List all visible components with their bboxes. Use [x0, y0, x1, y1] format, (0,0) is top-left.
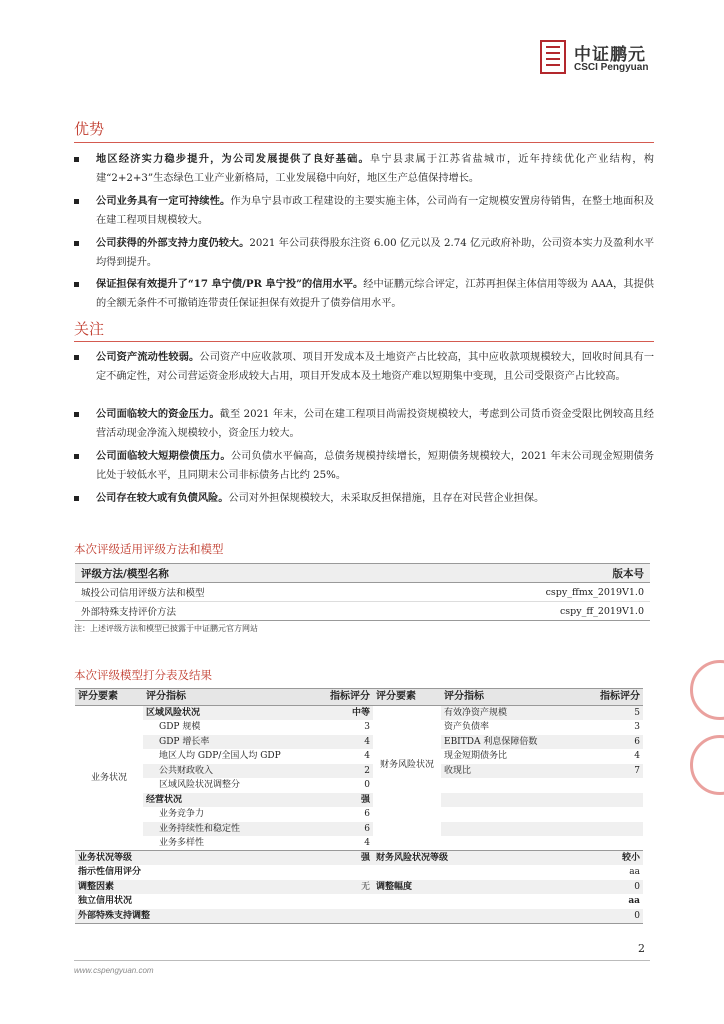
strengths-title: 优势 [74, 120, 105, 138]
summary-label: 独立信用状况 [78, 896, 133, 907]
indicator-label: 收现比 [441, 764, 571, 779]
strengths-rule [74, 142, 654, 143]
indicator-score: 7 [571, 764, 643, 779]
summary-label [373, 909, 571, 924]
table-row [75, 583, 650, 602]
indicator-score: 强 [303, 793, 373, 808]
indicator-label: 区域风险状况 [143, 706, 303, 721]
concern-item [74, 489, 654, 508]
summary-value: 0 [634, 881, 640, 892]
strength-item-text: 阜宁县隶属于江苏省盐城市，近年持续优化产业结构，构建“2+2+3”生态绿色工业产业新格局，工业发展稳中向好，地区生产总值保持增长。 [96, 154, 654, 184]
page-number: 2 [638, 942, 645, 955]
bullet-icon [74, 412, 79, 417]
concern-item-lead: 公司资产流动性较弱。 [96, 351, 200, 363]
method-name: 城投公司信用评级方法和模型 [81, 588, 205, 599]
table-row [75, 764, 643, 779]
indicator-label: 业务多样性 [159, 838, 205, 848]
header-cell: 指标评分 [571, 689, 643, 706]
summary-row [75, 865, 643, 880]
indicator-label: 现金短期债务比 [444, 751, 508, 762]
bullet-icon [74, 282, 79, 287]
indicator-score: 6 [364, 809, 370, 820]
bullet-icon [74, 355, 79, 360]
table-row [75, 778, 643, 793]
concern-item [74, 348, 654, 386]
indicator-label: 业务持续性和稳定性 [143, 822, 303, 837]
strength-item [74, 234, 654, 272]
header-cell: 评分要素 [373, 689, 441, 706]
scores-table [75, 688, 643, 924]
summary-value: 较小 [621, 853, 640, 863]
concerns-rule [74, 341, 654, 342]
concern-item-lead: 公司面临较大的资金压力。 [96, 408, 220, 420]
methods-col-name: 评级方法/模型名称 [81, 567, 169, 580]
indicator-label: 业务竞争力 [159, 809, 205, 820]
summary-label: 指示性信用评分 [78, 867, 142, 878]
strength-item-lead: 地区经济实力稳步提升，为公司发展提供了良好基础。 [96, 153, 370, 165]
concerns-title: 关注 [74, 320, 105, 338]
indicator-score: 4 [364, 751, 370, 762]
strength-item [74, 150, 654, 188]
header-cell: 评分指标 [143, 689, 303, 706]
footer-rule [74, 960, 650, 961]
indicator-score: 3 [364, 722, 370, 733]
summary-value [303, 894, 373, 909]
bullet-icon [74, 157, 79, 162]
summary-label: 调整因素 [78, 881, 115, 892]
summary-value: aa [629, 867, 640, 878]
concern-item-text: 公司对外担保规模较大，未采取反担保措施，且存在对民营企业担保。 [228, 493, 545, 504]
seal-stamp-icon [690, 660, 724, 720]
right-group-label: 财务风险状况 [379, 760, 434, 770]
strength-item-lead: 公司获得的外部支持力度仍较大。 [96, 237, 250, 249]
concern-item [74, 447, 654, 485]
indicator-label: 资产负债率 [444, 722, 490, 733]
table-row [75, 749, 643, 764]
indicator-label: GDP 规模 [159, 722, 201, 733]
table-row [75, 735, 643, 750]
footer-url: www.cspengyuan.com [74, 966, 154, 975]
bullet-icon [74, 241, 79, 246]
methods-note: 注：上述评级方法和模型已披露于中证鹏元官方网站 [74, 624, 258, 633]
indicator-label: 区域风险状况调整分 [159, 780, 241, 791]
concern-item-text: 截至 2021 年末，公司在建工程项目尚需投资规模较大，考虑到公司货币资金受限比例较高且经营活动现金净流入规模较小，资金压力较大。 [96, 409, 654, 439]
logo-english-name: CSCI Pengyuan [574, 62, 649, 73]
summary-label [373, 865, 571, 880]
strength-item-text: 经中证鹏元综合评定，江苏再担保主体信用等级为 AAA，其提供的全额无条件不可撤销连带责任保证担保有效提升了债券信用水平。 [96, 279, 654, 309]
logo-mark-icon [540, 40, 566, 74]
strength-item [74, 192, 654, 230]
strength-item-lead: 保证担保有效提升了“17 阜宁债/PR 阜宁投”的信用水平。 [96, 278, 364, 290]
indicator-score: 3 [634, 722, 640, 733]
summary-label: 财务风险状况等级 [376, 853, 449, 863]
indicator-score: 2 [303, 764, 373, 779]
summary-row [75, 894, 643, 909]
summary-value [303, 909, 373, 924]
header-cell: 评分指标 [441, 689, 571, 706]
seal-stamp-icon [690, 735, 724, 795]
strength-item [74, 275, 654, 313]
indicator-score: 5 [571, 706, 643, 721]
indicator-score: 6 [571, 735, 643, 750]
table-row [75, 793, 643, 808]
summary-value: 强 [360, 853, 370, 863]
indicator-score: 4 [634, 751, 640, 762]
summary-label [373, 894, 571, 909]
bullet-icon [74, 454, 79, 459]
indicator-label: 经营状况 [143, 793, 303, 808]
bullet-icon [74, 496, 79, 501]
summary-row [75, 851, 643, 866]
method-version: cspy_ff_2019V1.0 [559, 605, 644, 617]
method-version: cspy_ffmx_2019V1.0 [545, 586, 644, 598]
logo-chinese-name: 中证鹏元 [574, 45, 646, 65]
concern-item-text: 公司资产中应收款项、项目开发成本及土地资产占比较高，其中应收款项规模较大，回收时间具有一定不确定性，对公司营运资金形成较大占用，项目开发成本及土地资产难以短期集中变现，且公司受限资产占比较高。 [96, 352, 655, 382]
scores-header-row [75, 689, 643, 706]
table-row [75, 836, 643, 851]
indicator-label: GDP 增长率 [143, 735, 303, 750]
concern-item-lead: 公司存在较大或有负债风险。 [96, 492, 229, 504]
indicator-score: 0 [364, 780, 370, 791]
strength-item-text: 2021 年公司获得股东注资 6.00 亿元以及 2.74 亿元政府补助，公司资本实力及盈利水平均得到提升。 [96, 238, 655, 268]
scores-title: 本次评级模型打分表及结果 [74, 668, 212, 682]
strength-item-text: 作为阜宁县市政工程建设的主要实施主体，公司尚有一定规模安置房待销售，在整土地面积及在建工程项目规模较大。 [96, 196, 655, 226]
summary-value: 0 [634, 910, 640, 921]
indicator-label: EBITDA 利息保障倍数 [441, 735, 571, 750]
strength-item-lead: 公司业务具有一定可持续性。 [96, 195, 231, 207]
table-row [75, 706, 643, 721]
summary-row [75, 880, 643, 895]
indicator-score: 4 [364, 838, 370, 848]
table-row [75, 602, 650, 621]
indicator-score: 4 [303, 735, 373, 750]
summary-row [75, 909, 643, 924]
header-cell: 评分要素 [75, 689, 143, 706]
methods-col-version: 版本号 [612, 567, 644, 580]
indicator-label: 公共财政收入 [143, 764, 303, 779]
table-row [75, 822, 643, 837]
summary-value: 无 [360, 881, 370, 892]
concern-item [74, 405, 654, 443]
left-group-label: 业务状况 [90, 773, 127, 783]
indicator-label: 地区人均 GDP/全国人均 GDP [159, 751, 281, 762]
table-row [75, 720, 643, 735]
summary-value: aa [628, 896, 640, 907]
methods-table [75, 563, 650, 621]
summary-value [303, 865, 373, 880]
summary-label: 调整幅度 [376, 881, 413, 892]
header-cell: 指标评分 [303, 689, 373, 706]
concern-item-lead: 公司面临较大短期偿债压力。 [96, 450, 231, 462]
bullet-icon [74, 199, 79, 204]
indicator-score: 6 [303, 822, 373, 837]
indicator-score: 中等 [303, 706, 373, 721]
methods-title: 本次评级适用评级方法和模型 [74, 542, 224, 556]
summary-label: 外部特殊支持调整 [78, 910, 151, 921]
company-logo [540, 40, 660, 80]
concern-item-text: 公司负债水平偏高，总债务规模持续增长，短期债务规模较大，2021 年末公司现金短期债务比处于较低水平，且同期末公司非标债务占比约 25%。 [96, 451, 655, 481]
summary-label: 业务状况等级 [78, 853, 133, 863]
method-name: 外部特殊支持评价方法 [81, 607, 177, 618]
table-row [75, 807, 643, 822]
indicator-label: 有效净资产规模 [441, 706, 571, 721]
